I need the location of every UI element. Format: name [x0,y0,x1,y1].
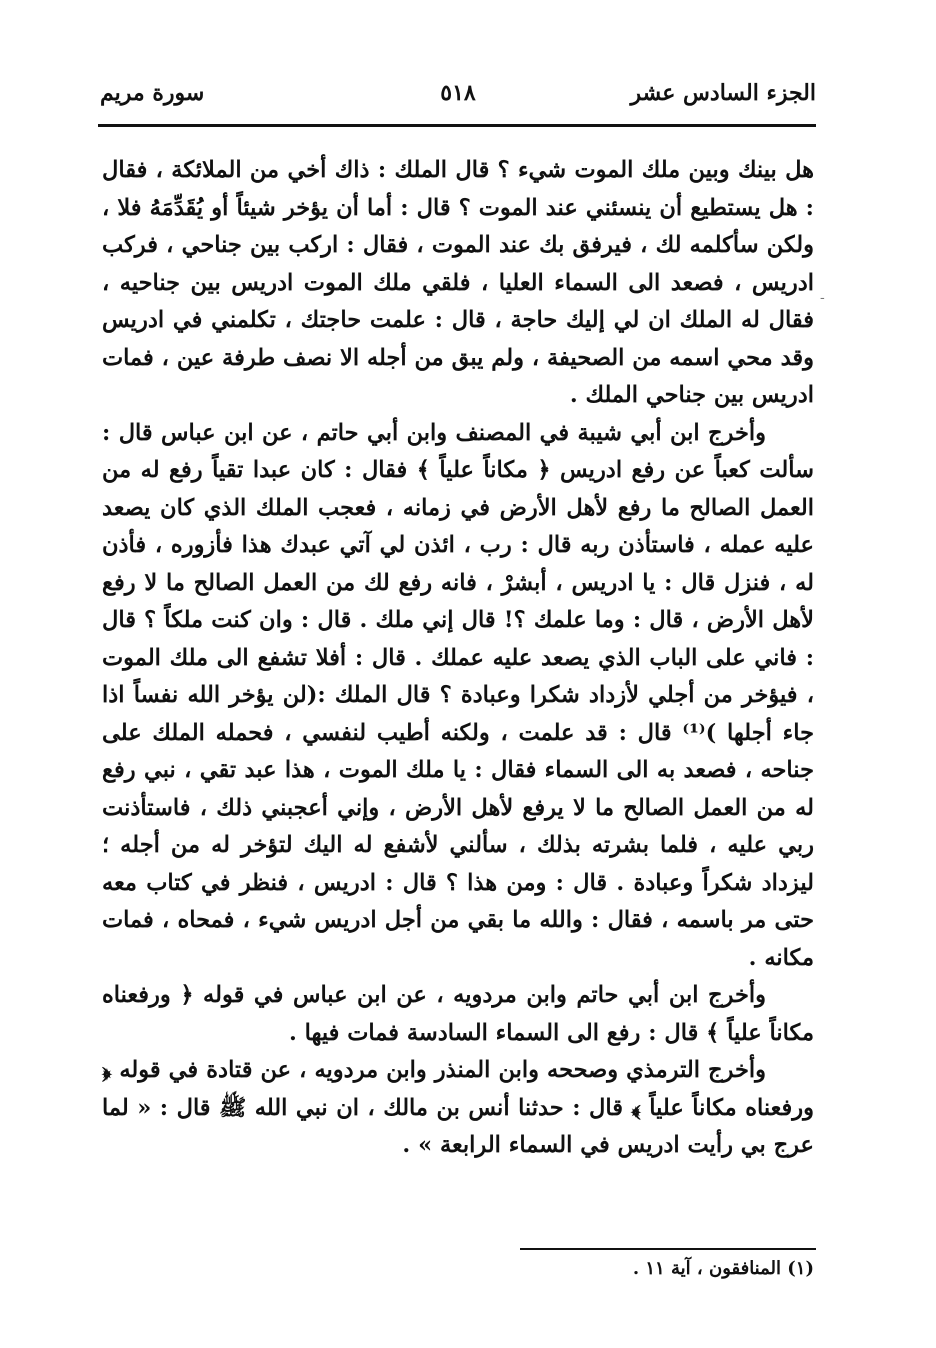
margin-mark: - [820,290,825,306]
header-rule [98,124,816,127]
footnote-rule [520,1248,816,1250]
surah-label: سورة مريم [100,80,205,106]
running-header [100,80,816,120]
part-label: الجزء السادس عشر [630,80,816,106]
paragraph-2: وأخرج ابن أبي شيبة في المصنف وابن أبي حاتم ، عن ابن عباس قال : سألت كعباً عن رفع ادريس ﴿ مكاناً علياً ﴾ فقال : كان عبدا تقياً رفع له من العمل الصالح ما رفع لأهل الأرض في زمانه ، فعجب الملك الذي كان يصعد عليه عمله ، فاستأذن ربه قال : رب ، ائذن لي آتي عبدك هذا فأزوره ، فأذن له ، فنزل قال : يا ادريس ، أبشرْ ، فانه رفع لك من العمل الصالح ما لا رفع لأهل الأرض ، قال : وما علمك ؟! قال إني ملك . قال : وان كنت ملكاً ؟ قال : فاني على الباب الذي يصعد عليه عملك . قال : أفلا تشفع الى ملك الموت ، فيؤخر من أجلي لأزداد شكرا وعبادة ؟ قال الملك :(لن يؤخر الله نفساً اذا جاء أجلها )⁽¹⁾ قال : قد علمت ، ولكنه أطيب لنفسي ، فحمله الملك على جناحه ، فصعد به الى السماء فقال : يا ملك الموت ، هذا عبد تقي ، نبي رفع له من العمل الصالح ما لا يرفع لأهل الأرض ، وإني أعجبني ذلك ، فاستأذنت ربي عليه ، فلما بشرته بذلك ، سألني لأشفع له اليك لتؤخر له من أجله ؛ ليزداد شكراً وعبادة . قال : ومن هذا ؟ قال : ادريس ، فنظر في كتاب معه حتى مر باسمه ، فقال : والله ما بقي من أجل ادريس شيء ، فمحاه ، فمات مكانه . [102,419,814,971]
paragraph-1: هل بينك وبين ملك الموت شيء ؟ قال الملك : ذاك أخي من الملائكة ، فقال : هل يستطيع أن ينسئني عند الموت ؟ قال : أما أن يؤخر شيئاً أو يُقَدِّمَهُ فلا ، ولكن سأكلمه لك ، فيرفق بك عند الموت ، فقال : اركب بين جناحي ، فركب ادريس ، فصعد الى السماء العليا ، فلقي ملك الموت ادريس بين جناحيه ، فقال له الملك ان لي إليك حاجة ، قال : علمت حاجتك ، تكلمني في ادريس وقد محي اسمه من الصحيفة ، ولم يبق من أجله الا نصف طرفة عين ، فمات ادريس بين جناحي الملك . [102,157,814,408]
paragraph-4: وأخرج الترمذي وصححه وابن المنذر وابن مردويه ، عن قتادة في قوله ﴿ ورفعناه مكاناً علياً ﴾ قال : حدثنا أنس بن مالك ، ان نبي الله ﷺ قال : « لما عرج بي رأيت ادريس في السماء الرابعة » . [102,1057,814,1158]
paragraph-3: وأخرج ابن أبي حاتم وابن مردويه ، عن ابن عباس في قوله ﴿ ورفعناه مكاناً علياً ﴾ قال : رفع الى السماء السادسة فمات فيها . [102,982,814,1046]
page-number: ٥١٨ [440,80,476,106]
footnote: (١) المنافقون ، آية ١١ . [632,1258,814,1279]
main-text [102,152,814,1165]
